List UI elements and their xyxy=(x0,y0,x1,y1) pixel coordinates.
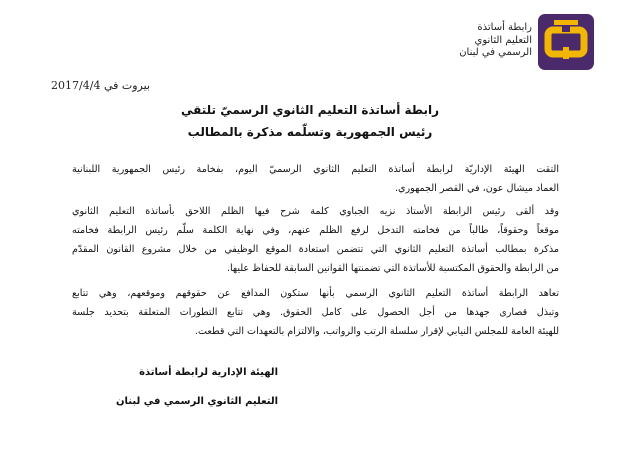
paragraph-line: للهيئة العامة للمجلس النيابي لإقرار سلسلة الرتب والرواتب، والالتزام بالتعهدات التي قطعت. xyxy=(194,326,559,337)
org-name-line: رابطة أساتذة xyxy=(477,22,532,33)
paragraph-3 xyxy=(72,284,559,341)
paragraph-line: التقت الهيئة الإداريّة لرابطة أساتذة التعليم الثانوي الرسميّ اليوم، بفخامة رئيس الجمهورية اللبنانية xyxy=(72,164,559,175)
paragraph-2 xyxy=(72,202,559,278)
document-date: بيروت في 2017/4/4 xyxy=(51,79,150,92)
paragraph-line: مذكرة بمطالب أساتذة التعليم الثانوي التي تتضمن استعادة الموقع الوظيفي من خلال مشروع القانون المقدّم xyxy=(72,244,559,255)
association-logo-icon xyxy=(538,14,594,70)
org-name-line: الرسمي في لبنان xyxy=(459,47,532,58)
signature-line-2: التعليم الثانوي الرسمي في لبنان xyxy=(116,396,278,407)
org-name-line: التعليم الثانوي xyxy=(474,34,532,46)
paragraph-line: تعاهد الرابطة أساتذة التعليم الثانوي الرسمي بأنها ستكون المدافع عن حقوقهم وموقعهم، وهي تتابع xyxy=(72,288,559,299)
paragraph-line: موقعاً وحقوقاً، طالباً من فخامته التدخل لرفع الظلم عنهم، وفي نهاية الكلمة سلّم رئيس الرابطة فخامته xyxy=(72,225,559,236)
paragraph-1 xyxy=(72,160,559,198)
signature-line-1: الهيئة الإدارية لرابطة أساتذة xyxy=(139,367,278,378)
paragraph-line: من الرابطة والحقوق المكتسبة للأساتذة التي تضمنتها القوانين السابقة للحفاظ عليها. xyxy=(226,263,559,274)
document-title-line-1: رابطة أساتذة التعليم الثانوي الرسميّ تلتقي xyxy=(180,103,440,117)
paragraph-line: وقد ألقى رئيس الرابطة الأستاذ نزيه الجباوي كلمة شرح فيها الظلم اللاحق بأساتذة التعليم الثانوي xyxy=(72,206,559,217)
organization-name xyxy=(459,22,532,60)
document-title-line-2: رئيس الجمهورية وتسلّمه مذكرة بالمطالب xyxy=(187,125,433,139)
paragraph-line: وتبذل قصارى جهدها من أجل الحصول على كامل الحقوق. وهي تتابع التطورات المتعلقة بتحديد جلسة xyxy=(72,307,559,318)
paragraph-line: العماد ميشال عون، في القصر الجمهوري. xyxy=(394,183,559,194)
